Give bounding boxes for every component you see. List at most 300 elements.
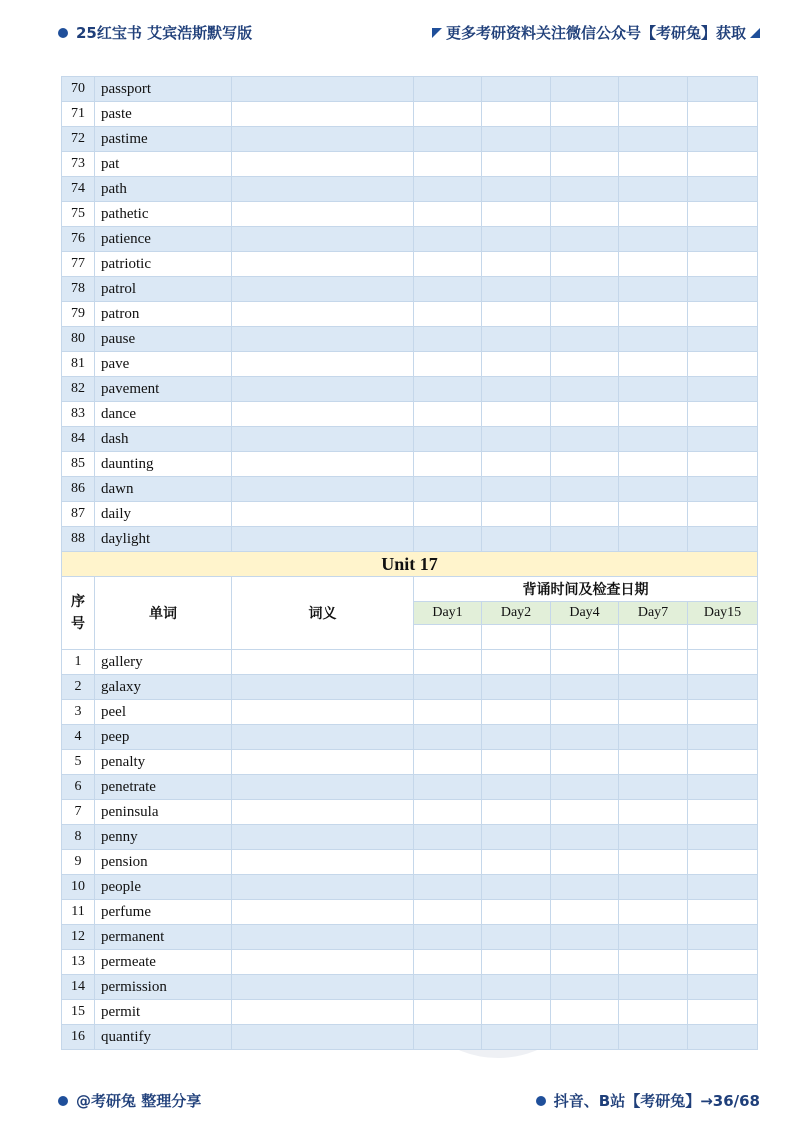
check-cell[interactable] (414, 427, 482, 452)
check-cell[interactable] (619, 127, 688, 152)
row-number: 11 (62, 900, 95, 925)
table-row (62, 402, 758, 427)
check-cell[interactable] (619, 750, 688, 775)
row-number: 13 (62, 950, 95, 975)
check-cell[interactable] (551, 875, 619, 900)
meaning-cell[interactable] (232, 402, 414, 427)
table-row (62, 650, 758, 675)
check-cell[interactable] (482, 302, 551, 327)
check-cell[interactable] (414, 102, 482, 127)
row-word: dance (95, 402, 232, 427)
check-cell[interactable] (619, 502, 688, 527)
check-cell[interactable] (619, 825, 688, 850)
check-cell[interactable] (619, 452, 688, 477)
meaning-cell[interactable] (232, 875, 414, 900)
check-cell[interactable] (551, 177, 619, 202)
check-cell[interactable] (482, 152, 551, 177)
check-cell[interactable] (414, 825, 482, 850)
check-cell[interactable] (688, 775, 758, 800)
check-cell[interactable] (688, 227, 758, 252)
header-row-1 (62, 577, 758, 602)
check-cell[interactable] (482, 850, 551, 875)
check-cell[interactable] (414, 352, 482, 377)
meaning-cell[interactable] (232, 850, 414, 875)
check-cell[interactable] (551, 102, 619, 127)
meaning-cell[interactable] (232, 1025, 414, 1050)
check-cell[interactable] (414, 477, 482, 502)
row-number: 75 (62, 202, 95, 227)
check-cell[interactable] (688, 202, 758, 227)
check-cell[interactable] (414, 925, 482, 950)
meaning-cell[interactable] (232, 775, 414, 800)
check-cell[interactable] (619, 152, 688, 177)
meaning-cell[interactable] (232, 252, 414, 277)
check-cell[interactable] (482, 227, 551, 252)
day-header: Day2 (482, 602, 551, 625)
row-word: penalty (95, 750, 232, 775)
check-cell[interactable] (688, 675, 758, 700)
day-header: Day15 (688, 602, 758, 625)
row-number: 76 (62, 227, 95, 252)
check-cell[interactable] (482, 77, 551, 102)
check-cell[interactable] (551, 700, 619, 725)
check-cell[interactable] (414, 850, 482, 875)
check-cell[interactable] (619, 102, 688, 127)
check-cell[interactable] (482, 875, 551, 900)
check-cell[interactable] (688, 725, 758, 750)
check-cell[interactable] (414, 650, 482, 675)
table-row (62, 477, 758, 502)
check-cell[interactable] (619, 850, 688, 875)
check-cell[interactable] (551, 725, 619, 750)
triangle-left-icon (432, 28, 442, 38)
check-cell[interactable] (482, 700, 551, 725)
check-cell[interactable] (688, 900, 758, 925)
check-cell[interactable] (619, 925, 688, 950)
row-number: 12 (62, 925, 95, 950)
check-cell[interactable] (482, 502, 551, 527)
row-number: 4 (62, 725, 95, 750)
check-cell[interactable] (688, 1025, 758, 1050)
check-cell[interactable] (414, 177, 482, 202)
meaning-header: 词义 (232, 577, 414, 650)
header-left (58, 22, 252, 43)
check-cell[interactable] (482, 327, 551, 352)
check-cell[interactable] (619, 402, 688, 427)
row-number: 82 (62, 377, 95, 402)
check-cell[interactable] (619, 202, 688, 227)
check-cell[interactable] (619, 1025, 688, 1050)
row-number: 14 (62, 975, 95, 1000)
table-row (62, 975, 758, 1000)
row-number: 2 (62, 675, 95, 700)
check-cell[interactable] (551, 1025, 619, 1050)
check-cell[interactable] (688, 277, 758, 302)
meaning-cell[interactable] (232, 127, 414, 152)
check-cell[interactable] (688, 127, 758, 152)
check-cell[interactable] (551, 152, 619, 177)
check-cell[interactable] (482, 427, 551, 452)
check-cell[interactable] (688, 77, 758, 102)
check-cell[interactable] (551, 202, 619, 227)
check-cell[interactable] (551, 800, 619, 825)
check-cell[interactable] (414, 252, 482, 277)
check-cell[interactable] (414, 900, 482, 925)
check-cell[interactable] (619, 352, 688, 377)
check-cell[interactable] (551, 252, 619, 277)
check-cell[interactable] (414, 700, 482, 725)
check-cell[interactable] (482, 127, 551, 152)
meaning-cell[interactable] (232, 925, 414, 950)
check-cell[interactable] (619, 700, 688, 725)
meaning-cell[interactable] (232, 152, 414, 177)
row-word: pension (95, 850, 232, 875)
check-cell[interactable] (414, 775, 482, 800)
check-cell[interactable] (482, 1000, 551, 1025)
row-word: people (95, 875, 232, 900)
check-cell[interactable] (482, 477, 551, 502)
day-header: Day7 (619, 602, 688, 625)
check-cell[interactable] (688, 452, 758, 477)
check-cell[interactable] (414, 725, 482, 750)
row-number: 86 (62, 477, 95, 502)
row-word: penetrate (95, 775, 232, 800)
table-row (62, 700, 758, 725)
row-number: 78 (62, 277, 95, 302)
meaning-cell[interactable] (232, 177, 414, 202)
table-row (62, 102, 758, 127)
check-cell[interactable] (619, 650, 688, 675)
check-cell[interactable] (414, 227, 482, 252)
check-cell[interactable] (551, 402, 619, 427)
row-word: peninsula (95, 800, 232, 825)
check-cell[interactable] (551, 850, 619, 875)
check-cell[interactable] (414, 202, 482, 227)
check-cell[interactable] (551, 975, 619, 1000)
check-cell[interactable] (688, 750, 758, 775)
meaning-cell[interactable] (232, 302, 414, 327)
check-cell[interactable] (482, 650, 551, 675)
check-cell[interactable] (688, 327, 758, 352)
check-cell[interactable] (414, 277, 482, 302)
row-word: perfume (95, 900, 232, 925)
row-word: dash (95, 427, 232, 452)
row-number: 6 (62, 775, 95, 800)
check-cell[interactable] (551, 302, 619, 327)
check-cell[interactable] (482, 177, 551, 202)
row-number: 5 (62, 750, 95, 775)
check-cell[interactable] (688, 950, 758, 975)
meaning-cell[interactable] (232, 675, 414, 700)
check-cell[interactable] (688, 925, 758, 950)
check-cell[interactable] (551, 77, 619, 102)
row-word: peel (95, 700, 232, 725)
check-cell[interactable] (551, 277, 619, 302)
check-cell[interactable] (414, 152, 482, 177)
check-cell[interactable] (551, 650, 619, 675)
check-cell[interactable] (551, 327, 619, 352)
row-word: pause (95, 327, 232, 352)
row-word: peep (95, 725, 232, 750)
check-cell[interactable] (482, 975, 551, 1000)
check-cell[interactable] (482, 452, 551, 477)
check-cell[interactable] (551, 527, 619, 552)
check-cell[interactable] (482, 900, 551, 925)
check-cell[interactable] (619, 725, 688, 750)
check-cell[interactable] (414, 127, 482, 152)
row-number: 16 (62, 1025, 95, 1050)
check-cell[interactable] (688, 352, 758, 377)
check-cell[interactable] (551, 127, 619, 152)
row-number: 71 (62, 102, 95, 127)
table-row (62, 227, 758, 252)
check-cell[interactable] (551, 227, 619, 252)
footer-right (536, 1090, 760, 1111)
table-row (62, 800, 758, 825)
check-cell[interactable] (688, 700, 758, 725)
table-row (62, 527, 758, 552)
meaning-cell[interactable] (232, 502, 414, 527)
meaning-cell[interactable] (232, 377, 414, 402)
row-number: 8 (62, 825, 95, 850)
row-word: patron (95, 302, 232, 327)
check-cell[interactable] (414, 527, 482, 552)
row-number: 84 (62, 427, 95, 452)
check-cell[interactable] (551, 775, 619, 800)
meaning-cell[interactable] (232, 227, 414, 252)
bullet-dot-icon (58, 28, 68, 38)
check-cell[interactable] (551, 377, 619, 402)
check-cell[interactable] (619, 277, 688, 302)
check-cell[interactable] (619, 302, 688, 327)
check-cell[interactable] (482, 277, 551, 302)
check-cell[interactable] (619, 1000, 688, 1025)
meaning-cell[interactable] (232, 327, 414, 352)
check-cell[interactable] (482, 725, 551, 750)
check-cell[interactable] (688, 502, 758, 527)
check-cell[interactable] (482, 950, 551, 975)
table-row (62, 950, 758, 975)
meaning-cell[interactable] (232, 102, 414, 127)
check-cell[interactable] (619, 377, 688, 402)
check-cell[interactable] (619, 177, 688, 202)
check-cell[interactable] (551, 477, 619, 502)
row-word: path (95, 177, 232, 202)
check-cell[interactable] (414, 1025, 482, 1050)
meaning-cell[interactable] (232, 352, 414, 377)
check-cell[interactable] (551, 675, 619, 700)
check-cell[interactable] (482, 675, 551, 700)
table-row (62, 427, 758, 452)
check-cell[interactable] (551, 352, 619, 377)
check-cell[interactable] (688, 252, 758, 277)
check-cell[interactable] (482, 202, 551, 227)
check-cell[interactable] (688, 177, 758, 202)
check-cell[interactable] (688, 975, 758, 1000)
check-cell[interactable] (482, 750, 551, 775)
check-cell[interactable] (688, 875, 758, 900)
check-cell[interactable] (619, 800, 688, 825)
check-cell[interactable] (414, 327, 482, 352)
meaning-cell[interactable] (232, 825, 414, 850)
meaning-cell[interactable] (232, 427, 414, 452)
check-cell[interactable] (414, 975, 482, 1000)
check-cell[interactable] (482, 1025, 551, 1050)
check-cell[interactable] (482, 800, 551, 825)
check-cell[interactable] (482, 402, 551, 427)
check-cell[interactable] (619, 975, 688, 1000)
meaning-cell[interactable] (232, 700, 414, 725)
table-row (62, 302, 758, 327)
meaning-cell[interactable] (232, 950, 414, 975)
row-number: 74 (62, 177, 95, 202)
check-cell[interactable] (414, 452, 482, 477)
table-row (62, 675, 758, 700)
check-cell[interactable] (688, 302, 758, 327)
row-number: 10 (62, 875, 95, 900)
footer-page-info: 抖音、B站【考研兔】→36/68 (553, 1092, 760, 1110)
check-cell[interactable] (482, 825, 551, 850)
triangle-right-icon (750, 28, 760, 38)
meaning-cell[interactable] (232, 527, 414, 552)
check-cell[interactable] (482, 352, 551, 377)
check-cell[interactable] (551, 1000, 619, 1025)
check-cell[interactable] (688, 402, 758, 427)
check-cell[interactable] (619, 227, 688, 252)
check-cell[interactable] (619, 950, 688, 975)
check-cell[interactable] (619, 77, 688, 102)
table-row (62, 277, 758, 302)
check-cell[interactable] (482, 102, 551, 127)
table-row (62, 502, 758, 527)
check-cell[interactable] (482, 377, 551, 402)
row-word: pat (95, 152, 232, 177)
check-cell[interactable] (414, 377, 482, 402)
row-word: patriotic (95, 252, 232, 277)
meaning-cell[interactable] (232, 750, 414, 775)
check-cell[interactable] (414, 302, 482, 327)
check-cell[interactable] (688, 377, 758, 402)
check-cell[interactable] (688, 427, 758, 452)
table-row (62, 825, 758, 850)
row-word: permission (95, 975, 232, 1000)
check-cell[interactable] (414, 77, 482, 102)
check-cell[interactable] (414, 750, 482, 775)
row-number: 72 (62, 127, 95, 152)
row-word: pave (95, 352, 232, 377)
check-cell[interactable] (688, 527, 758, 552)
meaning-cell[interactable] (232, 800, 414, 825)
table-row (62, 202, 758, 227)
row-word: galaxy (95, 675, 232, 700)
check-cell[interactable] (688, 825, 758, 850)
table-row (62, 127, 758, 152)
meaning-cell[interactable] (232, 77, 414, 102)
meaning-cell[interactable] (232, 477, 414, 502)
row-number: 3 (62, 700, 95, 725)
check-cell[interactable] (688, 650, 758, 675)
check-cell[interactable] (619, 527, 688, 552)
check-cell[interactable] (414, 875, 482, 900)
table-row (62, 850, 758, 875)
meaning-cell[interactable] (232, 1000, 414, 1025)
meaning-cell[interactable] (232, 202, 414, 227)
check-cell[interactable] (482, 925, 551, 950)
check-cell[interactable] (688, 1000, 758, 1025)
check-cell[interactable] (551, 750, 619, 775)
meaning-cell[interactable] (232, 725, 414, 750)
check-cell[interactable] (482, 252, 551, 277)
check-cell[interactable] (619, 327, 688, 352)
row-number: 88 (62, 527, 95, 552)
table-row (62, 1000, 758, 1025)
row-word: patrol (95, 277, 232, 302)
check-cell[interactable] (551, 825, 619, 850)
check-cell[interactable] (551, 950, 619, 975)
check-cell[interactable] (414, 950, 482, 975)
table-row (62, 750, 758, 775)
row-word: daylight (95, 527, 232, 552)
check-cell[interactable] (414, 402, 482, 427)
meaning-cell[interactable] (232, 975, 414, 1000)
table-row (62, 77, 758, 102)
check-cell[interactable] (551, 900, 619, 925)
check-cell[interactable] (619, 775, 688, 800)
review-header: 背诵时间及检查日期 (414, 577, 758, 602)
seq-header: 序号 (62, 577, 95, 650)
check-cell[interactable] (619, 675, 688, 700)
check-cell[interactable] (688, 477, 758, 502)
table-row (62, 352, 758, 377)
check-cell[interactable] (551, 452, 619, 477)
footer-left (58, 1090, 201, 1111)
check-cell[interactable] (688, 800, 758, 825)
check-cell[interactable] (688, 850, 758, 875)
meaning-cell[interactable] (232, 900, 414, 925)
check-cell[interactable] (551, 427, 619, 452)
check-cell[interactable] (414, 800, 482, 825)
check-cell[interactable] (619, 252, 688, 277)
check-cell[interactable] (688, 102, 758, 127)
meaning-cell[interactable] (232, 452, 414, 477)
row-number: 15 (62, 1000, 95, 1025)
row-number: 83 (62, 402, 95, 427)
meaning-cell[interactable] (232, 277, 414, 302)
check-cell[interactable] (619, 900, 688, 925)
footer-share-text: @考研兔 整理分享 (76, 1092, 202, 1110)
check-cell[interactable] (414, 1000, 482, 1025)
table-row (62, 377, 758, 402)
table-row (62, 452, 758, 477)
header-book-title: 25红宝书 艾宾浩斯默写版 (76, 24, 253, 42)
row-word: dawn (95, 477, 232, 502)
check-cell[interactable] (414, 675, 482, 700)
table-row (62, 327, 758, 352)
table-row (62, 1025, 758, 1050)
check-cell[interactable] (482, 775, 551, 800)
check-cell[interactable] (414, 502, 482, 527)
row-word: permeate (95, 950, 232, 975)
word-header: 单词 (95, 577, 232, 650)
check-cell[interactable] (688, 152, 758, 177)
check-cell[interactable] (619, 427, 688, 452)
check-cell[interactable] (619, 477, 688, 502)
check-cell[interactable] (619, 875, 688, 900)
meaning-cell[interactable] (232, 650, 414, 675)
check-cell[interactable] (551, 502, 619, 527)
check-cell[interactable] (551, 925, 619, 950)
check-cell[interactable] (482, 527, 551, 552)
